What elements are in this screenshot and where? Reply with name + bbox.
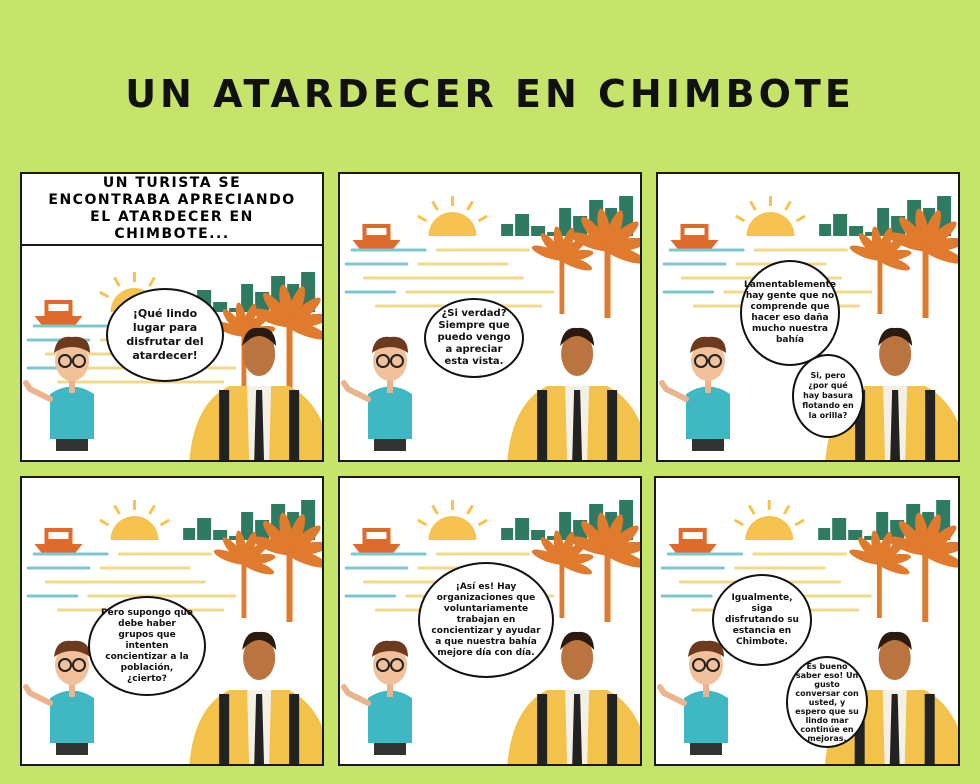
sun-icon bbox=[418, 500, 487, 540]
tourist-character bbox=[344, 641, 412, 755]
panel-2-speech-bubble: ¿Si verdad? Siempre que puedo vengo a apreciar esta vista. bbox=[424, 298, 524, 378]
panel-1-caption: UN TURISTA SE ENCONTRABA APRECIANDO EL ATARDECER EN CHIMBOTE... bbox=[22, 174, 322, 246]
panel-3 bbox=[656, 172, 960, 462]
tourist-character bbox=[26, 641, 94, 755]
panel-1 bbox=[20, 172, 324, 462]
tourist-character bbox=[662, 337, 730, 451]
comic-title: UN ATARDECER EN CHIMBOTE bbox=[125, 72, 855, 116]
panel-6-speech-bubble-tourist: Igualmente, siga disfrutando su estancia en Chimbote. bbox=[712, 574, 812, 666]
boat-icon bbox=[669, 528, 717, 554]
sun-icon bbox=[100, 500, 169, 540]
panel-1-speech-bubble: ¡Qué lindo lugar para disfrutar del atardecer! bbox=[106, 288, 224, 382]
boat-icon bbox=[34, 528, 82, 554]
boat-icon bbox=[352, 528, 400, 554]
panel-3-speech-bubble-local: Si, pero ¿por qué hay basura flotando en la orilla? bbox=[792, 354, 864, 438]
panel-6 bbox=[654, 476, 960, 766]
tourist-character bbox=[26, 337, 94, 451]
panel-5-speech-bubble: ¡Así es! Hay organizaciones que voluntariamente trabajan en concientizar y ayudar a que nuestra bahía mejore día con día. bbox=[418, 562, 554, 678]
panel-6-speech-bubble-local: Es bueno saber eso! Un gusto conversar con usted, y espero que su lindo mar continúe en mejoras. bbox=[786, 656, 868, 748]
water-lines bbox=[346, 250, 553, 306]
sun-icon bbox=[735, 500, 804, 540]
boat-icon bbox=[34, 300, 82, 326]
boat-icon bbox=[670, 224, 718, 250]
panel-3-speech-bubble-tourist: Lamentablemente hay gente que no comprende que hacer eso daña mucho nuestra bahía bbox=[740, 260, 840, 366]
panel-4 bbox=[20, 476, 324, 766]
local-character bbox=[189, 632, 324, 766]
sun-icon bbox=[736, 196, 805, 236]
boat-icon bbox=[352, 224, 400, 250]
tourist-character bbox=[344, 337, 412, 451]
sun-icon bbox=[418, 196, 487, 236]
panel-2 bbox=[338, 172, 642, 462]
panel-5 bbox=[338, 476, 642, 766]
tourist-character bbox=[660, 641, 728, 755]
panel-4-speech-bubble: Pero supongo que debe haber grupos que intenten concientizar a la población, ¿cierto? bbox=[88, 596, 206, 696]
local-character bbox=[507, 328, 642, 462]
